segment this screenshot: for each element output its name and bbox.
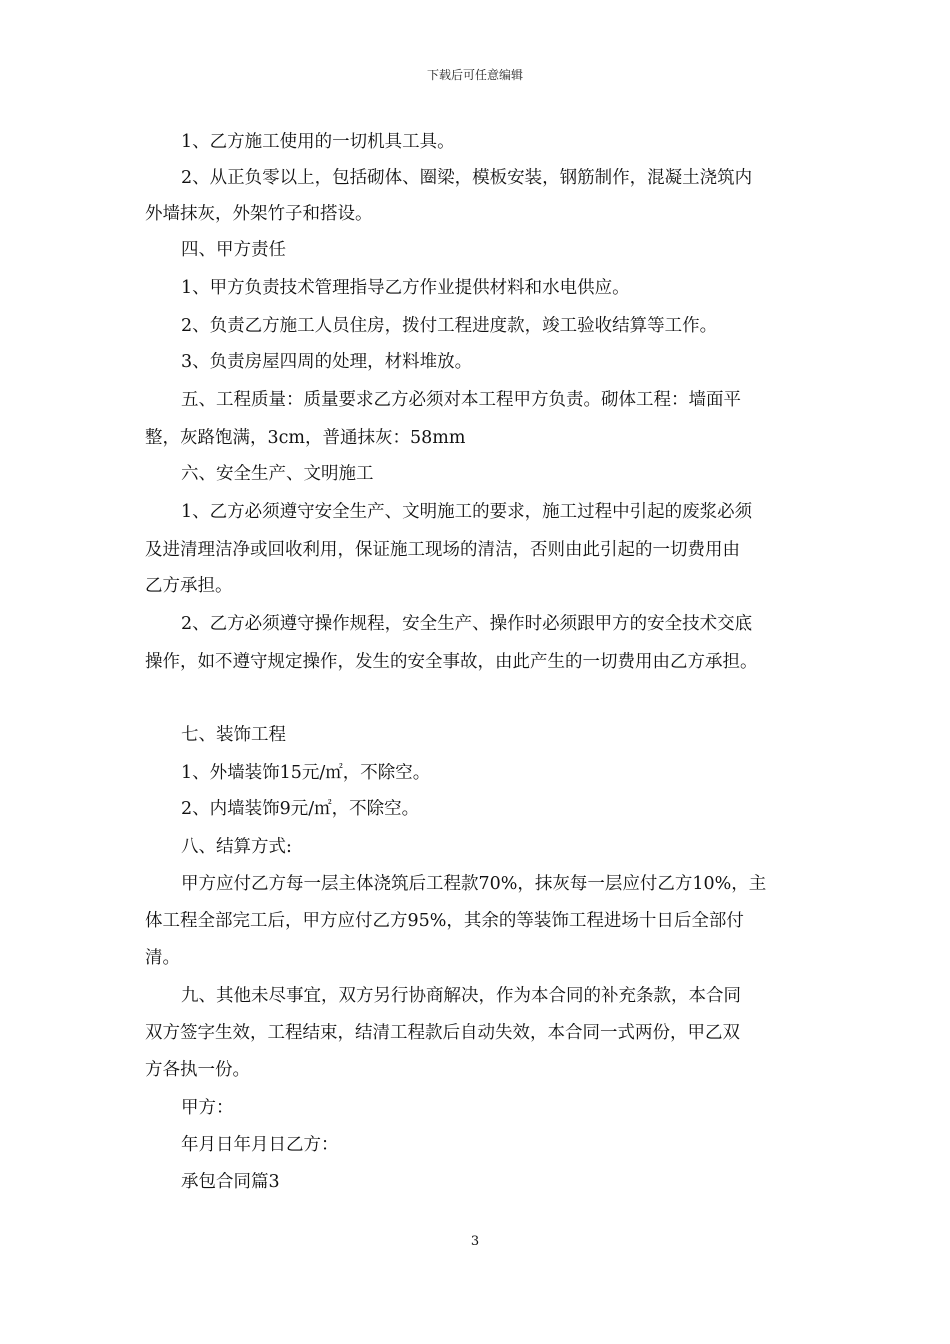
paragraph-line: 2、从正负零以上，包括砌体、圈梁，模板安装，钢筋制作，混凝土浇筑内 [181,168,753,188]
section-heading: 四、甲方责任 [181,240,286,260]
paragraph-line: 整，灰路饱满，3cm，普通抹灰：58mm [145,428,466,448]
signature-party-a: 甲方： [181,1098,234,1118]
list-item: 1、乙方施工使用的一切机具工具。 [181,132,455,152]
paragraph-line: 外墙抹灰，外架竹子和搭设。 [145,204,373,224]
section-heading: 五、工程质量：质量要求乙方必须对本工程甲方负责。砌体工程：墙面平 [181,390,741,410]
list-item: 2、内墙装饰9元/㎡，不除空。 [181,799,420,819]
signature-date-line: 年月日年月日乙方： [181,1135,339,1155]
paragraph-line: 双方签字生效，工程结束，结清工程款后自动失效，本合同一式两份，甲乙双 [145,1023,740,1043]
paragraph-line: 操作，如不遵守规定操作，发生的安全事故，由此产生的一切费用由乙方承担。 [145,652,758,672]
list-item: 1、乙方必须遵守安全生产、文明施工的要求，施工过程中引起的废浆必须 [181,502,753,522]
paragraph-line: 甲方应付乙方每一层主体浇筑后工程款70%，抹灰每一层应付乙方10%，主 [181,874,767,894]
page-number: 3 [470,1234,480,1249]
paragraph-line: 及进清理洁净或回收利用，保证施工现场的清洁，否则由此引起的一切费用由 [145,540,740,560]
section-heading: 八、结算方式: [181,837,292,857]
page-header: 下载后可任意编辑 [426,68,523,82]
list-item: 3、负责房屋四周的处理，材料堆放。 [181,352,473,372]
list-item: 1、外墙装饰15元/㎡，不除空。 [181,763,431,783]
paragraph-line: 乙方承担。 [145,576,233,596]
paragraph-line: 清。 [145,948,180,968]
paragraph-line: 体工程全部完工后，甲方应付乙方95%，其余的等装饰工程进场十日后全部付 [145,911,744,931]
section-heading: 九、其他未尽事宜，双方另行协商解决，作为本合同的补充条款，本合同 [181,986,741,1006]
section-heading: 六、安全生产、文明施工 [181,464,374,484]
list-item: 2、乙方必须遵守操作规程，安全生产、操作时必须跟甲方的安全技术交底 [181,614,753,634]
list-item: 2、负责乙方施工人员住房，拨付工程进度款，竣工验收结算等工作。 [181,316,718,336]
list-item: 1、甲方负责技术管理指导乙方作业提供材料和水电供应。 [181,278,630,298]
section-title: 承包合同篇3 [181,1172,280,1192]
section-heading: 七、装饰工程 [181,725,286,745]
paragraph-line: 方各执一份。 [145,1060,250,1080]
